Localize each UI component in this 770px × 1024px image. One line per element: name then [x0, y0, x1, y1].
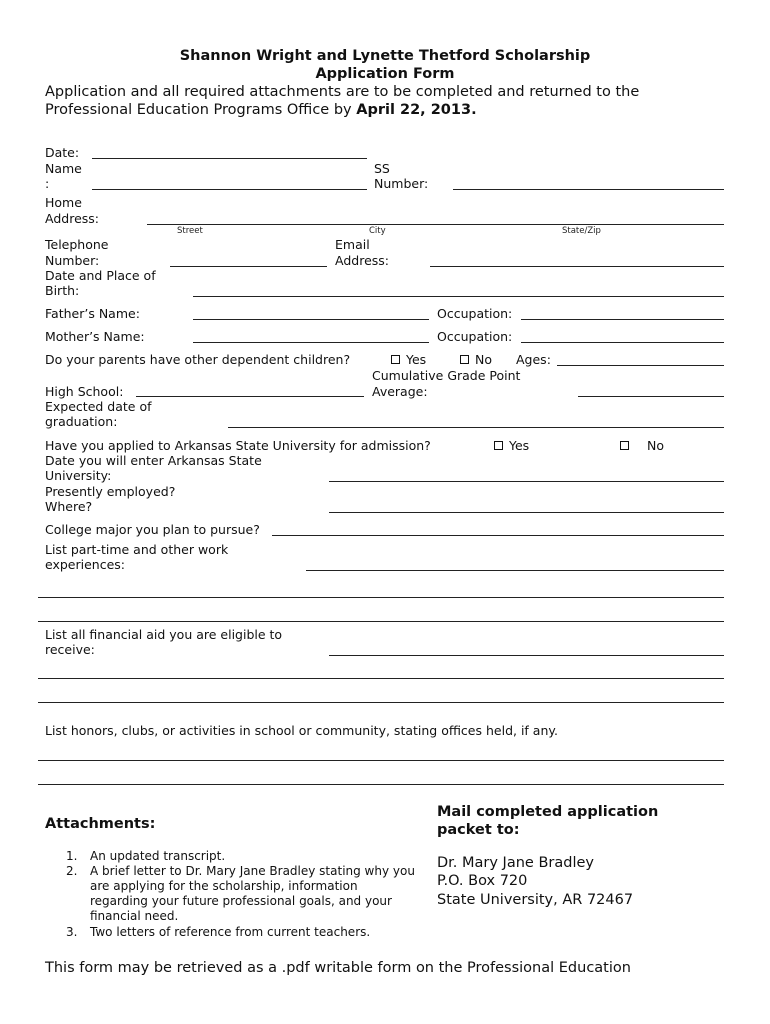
email-label-1: Email: [335, 237, 370, 252]
yes-label: Yes: [509, 438, 530, 453]
list-number: 1.: [66, 849, 78, 863]
father-name-field[interactable]: [193, 319, 429, 320]
home-label-2: Address:: [45, 211, 99, 226]
list-text: Two letters of reference from current teachers.: [90, 925, 371, 939]
intro-text: Professional Education Programs Office by: [45, 102, 357, 118]
mother-occupation-field[interactable]: [521, 342, 724, 343]
birth-field[interactable]: [193, 296, 724, 297]
father-occupation-field[interactable]: [521, 319, 724, 320]
ss-number-field[interactable]: [453, 189, 724, 190]
attachment-item-2: [66, 864, 415, 924]
attachment-item-1: [66, 849, 415, 864]
mail-heading-2: packet to:: [437, 822, 520, 838]
ages-label: Ages:: [516, 352, 551, 367]
name-label-1: Name: [45, 161, 82, 176]
aid-field-3[interactable]: [38, 702, 724, 703]
aid-label-1: List all financial aid you are eligible to: [45, 627, 283, 642]
checkbox-icon[interactable]: [391, 355, 400, 364]
form-subtitle: Application Form: [315, 66, 455, 82]
birth-label-1: Date and Place of: [45, 268, 156, 283]
honors-label: List honors, clubs, or activities in school or community, stating offices held, if any.: [45, 723, 558, 738]
high-school-label: High School:: [45, 384, 124, 399]
list-number: 2.: [66, 864, 78, 878]
no-label: No: [475, 352, 492, 367]
list-text: A brief letter to Dr. Mary Jane Bradley stating why you are applying for the scholarship, information regarding your future professional goals, and your financial need.: [90, 864, 415, 923]
dependents-no-option[interactable]: [460, 352, 492, 367]
parttime-label-2: experiences:: [45, 557, 126, 572]
street-caption: Street: [177, 226, 203, 236]
parttime-field-2[interactable]: [38, 597, 724, 598]
applied-no-option[interactable]: [620, 438, 664, 453]
footer-note: This form may be retrieved as a .pdf writable form on the Professional Education: [45, 960, 631, 976]
enter-label-1: Date you will enter Arkansas State: [45, 453, 262, 468]
mother-occupation-label: Occupation:: [437, 329, 513, 344]
gpa-label-1: Cumulative Grade Point: [372, 368, 521, 383]
aid-field-1[interactable]: [329, 655, 724, 656]
date-field[interactable]: [92, 158, 367, 159]
enter-date-field[interactable]: [329, 481, 724, 482]
father-occupation-label: Occupation:: [437, 306, 513, 321]
mother-name-field[interactable]: [193, 342, 429, 343]
birth-label-2: Birth:: [45, 283, 80, 298]
list-number: 3.: [66, 925, 78, 939]
email-field[interactable]: [430, 266, 724, 267]
ss-label-2: Number:: [374, 176, 429, 191]
mail-heading-1: Mail completed application: [437, 804, 659, 820]
attachment-item-3: [66, 925, 415, 940]
telephone-label-2: Number:: [45, 253, 100, 268]
father-label: Father’s Name:: [45, 306, 140, 321]
ages-field[interactable]: [557, 365, 724, 366]
mail-city: State University, AR 72467: [437, 892, 634, 908]
dependents-label: Do your parents have other dependent children?: [45, 352, 351, 367]
state-zip-caption: State/Zip: [562, 226, 601, 236]
checkbox-icon[interactable]: [494, 441, 503, 450]
honors-field-1[interactable]: [38, 760, 724, 761]
applied-label: Have you applied to Arkansas State University for admission?: [45, 438, 431, 453]
name-field[interactable]: [92, 189, 367, 190]
telephone-label-1: Telephone: [45, 237, 109, 252]
mail-po-box: P.O. Box 720: [437, 873, 528, 889]
attachments-heading: Attachments:: [45, 816, 156, 832]
major-label: College major you plan to pursue?: [45, 522, 260, 537]
aid-label-2: receive:: [45, 642, 95, 657]
mother-label: Mother’s Name:: [45, 329, 145, 344]
major-field[interactable]: [272, 535, 724, 536]
no-label: No: [647, 438, 664, 453]
form-title: Shannon Wright and Lynette Thetford Scholarship: [179, 48, 591, 64]
intro-line-2: [45, 101, 477, 119]
telephone-field[interactable]: [170, 266, 327, 267]
employer-field[interactable]: [329, 512, 724, 513]
applied-yes-option[interactable]: [494, 438, 529, 453]
gpa-field[interactable]: [578, 396, 724, 397]
grad-label-2: graduation:: [45, 414, 118, 429]
honors-field-2[interactable]: [38, 784, 724, 785]
employed-label-1: Presently employed?: [45, 484, 176, 499]
date-label: Date:: [45, 145, 80, 160]
enter-label-2: University:: [45, 468, 112, 483]
dependents-yes-option[interactable]: [391, 352, 426, 367]
ss-label-1: SS: [374, 161, 390, 176]
graduation-date-field[interactable]: [228, 427, 724, 428]
mail-recipient: Dr. Mary Jane Bradley: [437, 855, 594, 871]
employed-label-2: Where?: [45, 499, 93, 514]
deadline: April 22, 2013.: [356, 102, 477, 118]
city-caption: City: [369, 226, 386, 236]
parttime-field-3[interactable]: [38, 621, 724, 622]
high-school-field[interactable]: [136, 396, 364, 397]
grad-label-1: Expected date of: [45, 399, 152, 414]
email-label-2: Address:: [335, 253, 389, 268]
checkbox-icon[interactable]: [620, 441, 629, 450]
parttime-field-1[interactable]: [306, 570, 724, 571]
intro-line-1: Application and all required attachments are to be completed and returned to the: [45, 84, 640, 100]
checkbox-icon[interactable]: [460, 355, 469, 364]
home-label-1: Home: [45, 195, 82, 210]
list-text: An updated transcript.: [90, 849, 226, 863]
home-address-field[interactable]: [147, 224, 724, 225]
name-label-2: :: [45, 176, 50, 191]
parttime-label-1: List part-time and other work: [45, 542, 229, 557]
aid-field-2[interactable]: [38, 678, 724, 679]
gpa-label-2: Average:: [372, 384, 428, 399]
yes-label: Yes: [406, 352, 427, 367]
